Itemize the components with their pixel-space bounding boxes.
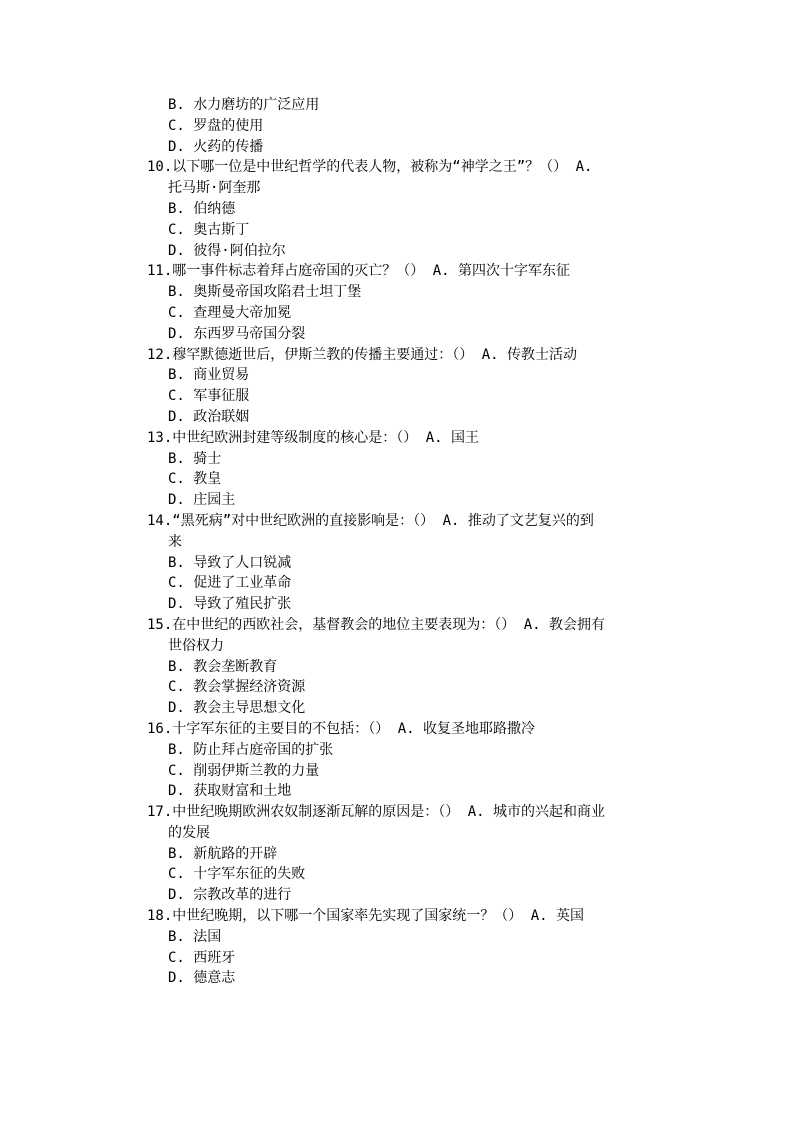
option-line: B. 导致了人口锐减 (168, 554, 292, 571)
option-line: B. 水力磨坊的广泛应用 (168, 97, 320, 113)
question-number: 10. (147, 159, 173, 176)
option-line: B. 骑士 (168, 450, 222, 467)
option-line: D. 火药的传播 (168, 138, 264, 155)
option-line: D. 政治联姻 (168, 408, 250, 425)
option-line: D. 教会主导思想文化 (168, 700, 306, 717)
option-line: C. 十字军东征的失败 (168, 866, 306, 883)
question-text: 穆罕默德逝世后，伊斯兰教的传播主要通过：（） A. 传教士活动 (172, 346, 578, 363)
option-line: B. 法国 (168, 928, 222, 945)
question-14-stem (0, 511, 794, 532)
question-13-stem (0, 428, 794, 449)
option-line: D. 获取财富和土地 (168, 783, 292, 800)
option-line: C. 查理曼大帝加冕 (168, 304, 292, 321)
option-line: D. 庄园主 (168, 492, 236, 509)
option-line: D. 东西罗马帝国分裂 (168, 325, 306, 342)
question-number: 15. (147, 616, 173, 633)
question-16-stem (0, 719, 794, 740)
question-15-stem (0, 615, 794, 636)
option-line: C. 教皇 (168, 471, 222, 488)
question-number: 13. (147, 429, 173, 446)
question-number: 17. (147, 804, 173, 821)
question-text-continued: 世俗权力 (168, 637, 224, 654)
question-10-stem (0, 157, 794, 178)
option-line: C. 奥古斯丁 (168, 221, 250, 238)
question-text-continued: 托马斯·阿奎那 (168, 180, 261, 197)
option-line: C. 军事征服 (168, 388, 250, 405)
question-number: 11. (147, 263, 173, 280)
question-17-stem (0, 802, 794, 823)
option-line: B. 教会垄断教育 (168, 658, 278, 675)
question-number: 12. (147, 346, 173, 363)
option-line: D. 导致了殖民扩张 (168, 596, 292, 613)
question-11-stem (0, 261, 794, 282)
option-line: B. 商业贸易 (168, 367, 250, 384)
question-number: 16. (147, 720, 173, 737)
option-line: C. 促进了工业革命 (168, 575, 292, 592)
document-page (0, 95, 794, 989)
question-text: 中世纪晚期，以下哪一个国家率先实现了国家统一？（） A. 英国 (172, 908, 585, 925)
option-line: C. 罗盘的使用 (168, 117, 264, 134)
question-text-continued: 的发展 (168, 824, 210, 841)
option-line: C. 西班牙 (168, 949, 236, 966)
option-line: B. 伯纳德 (168, 200, 236, 217)
question-18-stem (0, 906, 794, 927)
question-number: 14. (147, 512, 173, 529)
option-line: C. 削弱伊斯兰教的力量 (168, 762, 320, 779)
question-text-continued: 来 (168, 533, 182, 550)
option-line: D. 德意志 (168, 970, 236, 987)
question-text: 在中世纪的西欧社会，基督教会的地位主要表现为：（） A. 教会拥有 (172, 616, 606, 633)
question-text: 哪一事件标志着拜占庭帝国的灭亡？（） A. 第四次十字军东征 (172, 263, 571, 280)
option-line: B. 防止拜占庭帝国的扩张 (168, 741, 334, 758)
question-text: 十字军东征的主要目的不包括：（） A. 收复圣地耶路撒冷 (172, 720, 536, 737)
question-text: “黑死病”对中世纪欧洲的直接影响是：（） A. 推动了文艺复兴的到 (172, 512, 594, 529)
question-number: 18. (147, 908, 173, 925)
question-text: 中世纪晚期欧洲农奴制逐渐瓦解的原因是：（） A. 城市的兴起和商业 (172, 804, 606, 821)
option-line: B. 奥斯曼帝国攻陷君士坦丁堡 (168, 284, 362, 301)
question-12-stem (0, 345, 794, 366)
option-line: C. 教会掌握经济资源 (168, 679, 306, 696)
question-text: 以下哪一位是中世纪哲学的代表人物，被称为“神学之王”？（） A. (172, 159, 593, 176)
option-line: D. 彼得·阿伯拉尔 (168, 242, 286, 259)
question-text: 中世纪欧洲封建等级制度的核心是：（） A. 国王 (172, 429, 480, 446)
option-line: D. 宗教改革的进行 (168, 887, 292, 904)
option-line: B. 新航路的开辟 (168, 845, 278, 862)
